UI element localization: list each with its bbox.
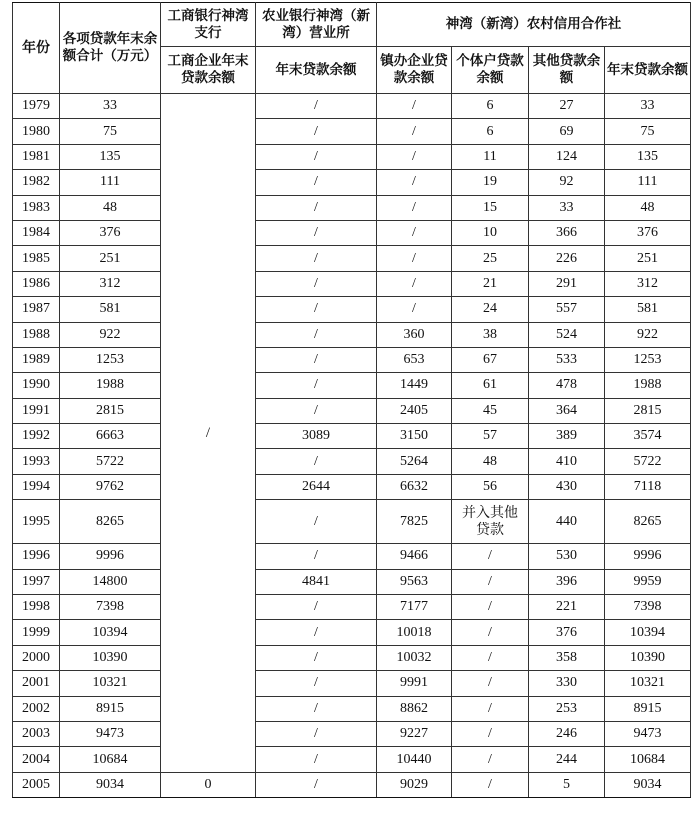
cell-total: 1988 [60, 373, 161, 398]
cell-rcc-total: 5722 [605, 449, 691, 474]
header-rcc-total: 年末贷款余额 [605, 47, 691, 94]
loan-balance-table [12, 2, 691, 798]
cell-other: 364 [529, 398, 605, 423]
header-total: 各项贷款年末余额合计（万元） [60, 3, 161, 94]
cell-town-enterprise: 653 [377, 347, 452, 372]
cell-abc: 3089 [256, 424, 377, 449]
table-row [13, 645, 691, 670]
cell-total: 9762 [60, 474, 161, 499]
cell-other: 226 [529, 246, 605, 271]
cell-town-enterprise: / [377, 271, 452, 296]
cell-abc: / [256, 449, 377, 474]
cell-individual: 38 [452, 322, 529, 347]
cell-rcc-total: 10321 [605, 671, 691, 696]
cell-individual: 48 [452, 449, 529, 474]
header-abc: 农业银行神湾（新湾）营业所 [256, 3, 377, 47]
cell-year: 1988 [13, 322, 60, 347]
cell-town-enterprise: 9227 [377, 721, 452, 746]
cell-town-enterprise: 1449 [377, 373, 452, 398]
cell-abc: / [256, 500, 377, 544]
header-icbc-sub: 工商企业年末贷款余额 [161, 47, 256, 94]
cell-town-enterprise: 9563 [377, 569, 452, 594]
cell-total: 376 [60, 220, 161, 245]
cell-individual: 24 [452, 297, 529, 322]
cell-total: 111 [60, 170, 161, 195]
cell-abc: / [256, 195, 377, 220]
cell-abc: / [256, 297, 377, 322]
cell-total: 10684 [60, 747, 161, 772]
cell-town-enterprise: / [377, 94, 452, 119]
cell-year: 1985 [13, 246, 60, 271]
cell-individual: 45 [452, 398, 529, 423]
table-row [13, 772, 691, 797]
cell-town-enterprise: 360 [377, 322, 452, 347]
table-row [13, 195, 691, 220]
cell-other: 524 [529, 322, 605, 347]
cell-individual: 10 [452, 220, 529, 245]
cell-total: 9473 [60, 721, 161, 746]
table-row [13, 398, 691, 423]
header-icbc: 工商银行神湾支行 [161, 3, 256, 47]
cell-town-enterprise: 8862 [377, 696, 452, 721]
cell-town-enterprise: 9991 [377, 671, 452, 696]
cell-abc: / [256, 398, 377, 423]
cell-rcc-total: 33 [605, 94, 691, 119]
table-row [13, 671, 691, 696]
cell-rcc-total: 9473 [605, 721, 691, 746]
cell-rcc-total: 581 [605, 297, 691, 322]
cell-individual: / [452, 595, 529, 620]
table-row [13, 297, 691, 322]
cell-town-enterprise: 2405 [377, 398, 452, 423]
cell-abc: / [256, 620, 377, 645]
cell-other: 246 [529, 721, 605, 746]
cell-other: 530 [529, 544, 605, 569]
header-year: 年份 [13, 3, 60, 94]
cell-year: 1984 [13, 220, 60, 245]
cell-total: 10394 [60, 620, 161, 645]
table-row [13, 449, 691, 474]
cell-total: 48 [60, 195, 161, 220]
cell-year: 1996 [13, 544, 60, 569]
cell-total: 135 [60, 144, 161, 169]
cell-town-enterprise: / [377, 170, 452, 195]
cell-rcc-total: 135 [605, 144, 691, 169]
cell-year: 1995 [13, 500, 60, 544]
cell-other: 253 [529, 696, 605, 721]
cell-abc: / [256, 246, 377, 271]
cell-town-enterprise: 10018 [377, 620, 452, 645]
cell-abc: 4841 [256, 569, 377, 594]
cell-year: 1992 [13, 424, 60, 449]
cell-other: 33 [529, 195, 605, 220]
table-row [13, 620, 691, 645]
cell-town-enterprise: 9029 [377, 772, 452, 797]
cell-rcc-total: 1253 [605, 347, 691, 372]
table-row [13, 246, 691, 271]
cell-individual: / [452, 645, 529, 670]
cell-rcc-total: 10684 [605, 747, 691, 772]
cell-year: 1991 [13, 398, 60, 423]
table-row [13, 347, 691, 372]
cell-rcc-total: 111 [605, 170, 691, 195]
cell-individual: / [452, 747, 529, 772]
cell-rcc-total: 48 [605, 195, 691, 220]
cell-total: 922 [60, 322, 161, 347]
cell-town-enterprise: / [377, 246, 452, 271]
cell-rcc-total: 7118 [605, 474, 691, 499]
cell-town-enterprise: 10032 [377, 645, 452, 670]
cell-year: 2001 [13, 671, 60, 696]
cell-rcc-total: 9034 [605, 772, 691, 797]
table-row [13, 94, 691, 119]
cell-individual: 25 [452, 246, 529, 271]
cell-year: 1987 [13, 297, 60, 322]
cell-other: 440 [529, 500, 605, 544]
cell-total: 581 [60, 297, 161, 322]
cell-total: 8265 [60, 500, 161, 544]
header-abc-sub: 年末贷款余额 [256, 47, 377, 94]
header-rcc-other: 其他贷款余额 [529, 47, 605, 94]
cell-rcc-total: 2815 [605, 398, 691, 423]
cell-total: 8915 [60, 696, 161, 721]
table-row [13, 696, 691, 721]
cell-abc: / [256, 373, 377, 398]
cell-individual: / [452, 721, 529, 746]
header-rcc-town: 镇办企业贷款余额 [377, 47, 452, 94]
cell-year: 1981 [13, 144, 60, 169]
cell-individual: / [452, 569, 529, 594]
cell-town-enterprise: 7825 [377, 500, 452, 544]
cell-other: 430 [529, 474, 605, 499]
header-rcc-indiv: 个体户贷款余额 [452, 47, 529, 94]
cell-year: 1986 [13, 271, 60, 296]
cell-abc: / [256, 220, 377, 245]
cell-other: 533 [529, 347, 605, 372]
cell-total: 251 [60, 246, 161, 271]
cell-year: 1999 [13, 620, 60, 645]
cell-year: 2003 [13, 721, 60, 746]
cell-rcc-total: 8915 [605, 696, 691, 721]
cell-individual: / [452, 696, 529, 721]
cell-individual: 57 [452, 424, 529, 449]
cell-year: 1980 [13, 119, 60, 144]
cell-individual: 15 [452, 195, 529, 220]
table-row [13, 569, 691, 594]
cell-other: 366 [529, 220, 605, 245]
cell-icbc-merged: / [161, 94, 256, 773]
cell-year: 1993 [13, 449, 60, 474]
table-row [13, 500, 691, 544]
cell-individual: 67 [452, 347, 529, 372]
cell-rcc-total: 251 [605, 246, 691, 271]
table-row [13, 220, 691, 245]
cell-town-enterprise: 5264 [377, 449, 452, 474]
cell-individual: 21 [452, 271, 529, 296]
cell-rcc-total: 1988 [605, 373, 691, 398]
cell-other: 27 [529, 94, 605, 119]
cell-total: 33 [60, 94, 161, 119]
cell-individual: 6 [452, 119, 529, 144]
table-row [13, 119, 691, 144]
cell-other: 358 [529, 645, 605, 670]
cell-town-enterprise: 3150 [377, 424, 452, 449]
cell-town-enterprise: 9466 [377, 544, 452, 569]
cell-individual: / [452, 620, 529, 645]
cell-rcc-total: 312 [605, 271, 691, 296]
table-row [13, 322, 691, 347]
cell-year: 1997 [13, 569, 60, 594]
cell-individual: 6 [452, 94, 529, 119]
cell-year: 1990 [13, 373, 60, 398]
cell-rcc-total: 9996 [605, 544, 691, 569]
cell-individual: / [452, 772, 529, 797]
cell-abc: / [256, 671, 377, 696]
cell-year: 1994 [13, 474, 60, 499]
cell-abc: / [256, 347, 377, 372]
cell-individual: 19 [452, 170, 529, 195]
cell-abc: / [256, 271, 377, 296]
cell-rcc-total: 3574 [605, 424, 691, 449]
cell-total: 1253 [60, 347, 161, 372]
cell-individual: / [452, 544, 529, 569]
header-rcc: 神湾（新湾）农村信用合作社 [377, 3, 691, 47]
cell-abc: / [256, 696, 377, 721]
cell-abc: / [256, 772, 377, 797]
cell-abc: / [256, 721, 377, 746]
cell-total: 14800 [60, 569, 161, 594]
cell-individual: 并入其他 贷款 [452, 500, 529, 544]
cell-rcc-total: 7398 [605, 595, 691, 620]
cell-individual: 56 [452, 474, 529, 499]
cell-year: 1998 [13, 595, 60, 620]
cell-total: 10321 [60, 671, 161, 696]
cell-other: 376 [529, 620, 605, 645]
cell-year: 1982 [13, 170, 60, 195]
cell-icbc: 0 [161, 772, 256, 797]
cell-total: 5722 [60, 449, 161, 474]
cell-total: 7398 [60, 595, 161, 620]
cell-year: 2002 [13, 696, 60, 721]
cell-other: 389 [529, 424, 605, 449]
table-row [13, 144, 691, 169]
table-row [13, 373, 691, 398]
cell-town-enterprise: / [377, 297, 452, 322]
cell-total: 9034 [60, 772, 161, 797]
table-row [13, 474, 691, 499]
cell-town-enterprise: / [377, 144, 452, 169]
cell-total: 9996 [60, 544, 161, 569]
cell-total: 6663 [60, 424, 161, 449]
cell-individual: / [452, 671, 529, 696]
cell-abc: / [256, 144, 377, 169]
cell-other: 291 [529, 271, 605, 296]
cell-other: 69 [529, 119, 605, 144]
cell-town-enterprise: 7177 [377, 595, 452, 620]
table-row [13, 170, 691, 195]
cell-abc: / [256, 544, 377, 569]
cell-total: 312 [60, 271, 161, 296]
table-row [13, 721, 691, 746]
cell-year: 2005 [13, 772, 60, 797]
cell-rcc-total: 10390 [605, 645, 691, 670]
cell-rcc-total: 922 [605, 322, 691, 347]
cell-other: 244 [529, 747, 605, 772]
cell-rcc-total: 75 [605, 119, 691, 144]
cell-total: 75 [60, 119, 161, 144]
cell-abc: / [256, 94, 377, 119]
cell-town-enterprise: 6632 [377, 474, 452, 499]
cell-other: 5 [529, 772, 605, 797]
cell-rcc-total: 9959 [605, 569, 691, 594]
cell-other: 410 [529, 449, 605, 474]
cell-abc: / [256, 645, 377, 670]
cell-abc: / [256, 322, 377, 347]
cell-other: 330 [529, 671, 605, 696]
cell-year: 1983 [13, 195, 60, 220]
cell-rcc-total: 8265 [605, 500, 691, 544]
cell-other: 221 [529, 595, 605, 620]
cell-individual: 61 [452, 373, 529, 398]
cell-individual: 11 [452, 144, 529, 169]
table-row [13, 544, 691, 569]
table-row [13, 747, 691, 772]
cell-year: 1989 [13, 347, 60, 372]
cell-abc: / [256, 119, 377, 144]
cell-rcc-total: 10394 [605, 620, 691, 645]
table-row [13, 595, 691, 620]
cell-abc: / [256, 170, 377, 195]
cell-other: 124 [529, 144, 605, 169]
cell-town-enterprise: / [377, 220, 452, 245]
cell-rcc-total: 376 [605, 220, 691, 245]
cell-other: 478 [529, 373, 605, 398]
cell-year: 2004 [13, 747, 60, 772]
cell-abc: / [256, 747, 377, 772]
cell-other: 92 [529, 170, 605, 195]
cell-total: 2815 [60, 398, 161, 423]
cell-town-enterprise: / [377, 195, 452, 220]
cell-abc: / [256, 595, 377, 620]
cell-year: 2000 [13, 645, 60, 670]
table-row [13, 271, 691, 296]
cell-year: 1979 [13, 94, 60, 119]
cell-town-enterprise: / [377, 119, 452, 144]
cell-other: 396 [529, 569, 605, 594]
cell-abc: 2644 [256, 474, 377, 499]
cell-other: 557 [529, 297, 605, 322]
table-row [13, 424, 691, 449]
cell-town-enterprise: 10440 [377, 747, 452, 772]
cell-total: 10390 [60, 645, 161, 670]
